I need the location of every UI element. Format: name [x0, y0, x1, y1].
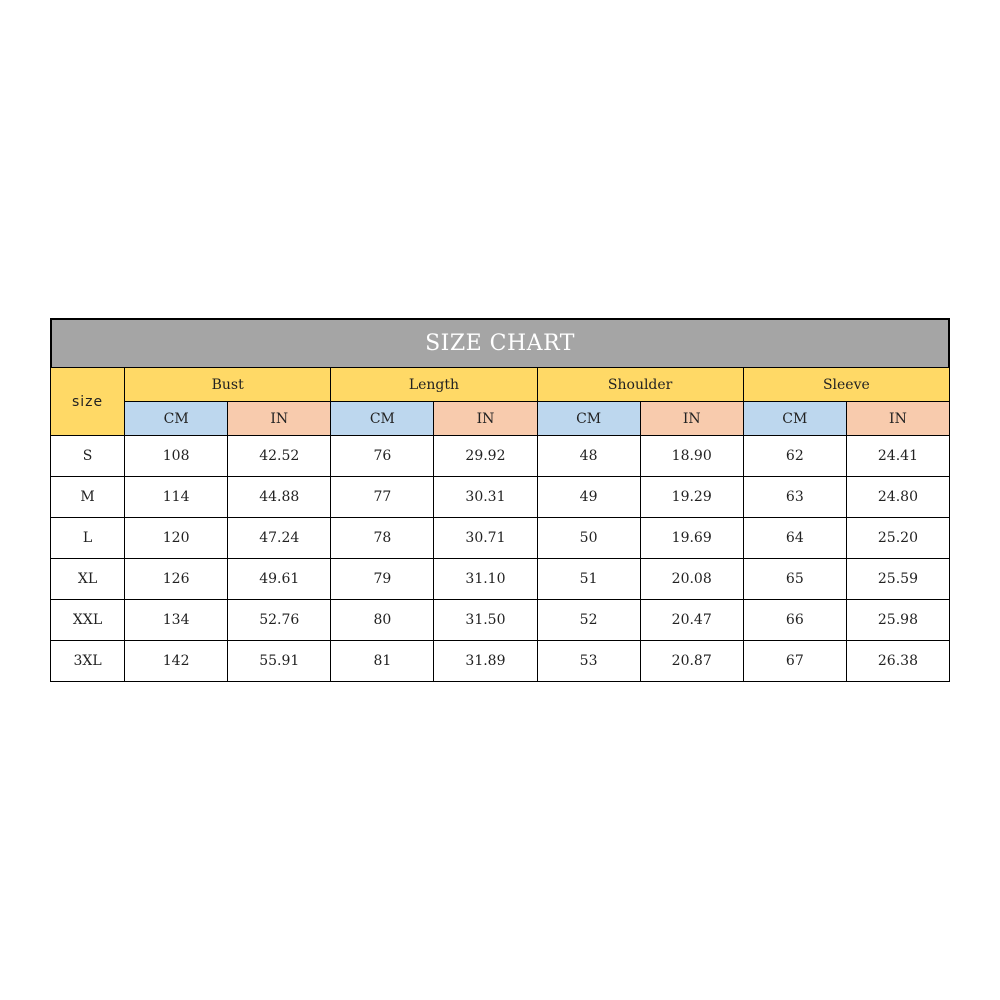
- value-cell: 30.71: [434, 518, 537, 559]
- size-cell: 3XL: [51, 641, 125, 682]
- value-cell: 126: [125, 559, 228, 600]
- unit-header-cm: CM: [743, 402, 846, 436]
- value-cell: 66: [743, 600, 846, 641]
- value-cell: 25.98: [846, 600, 949, 641]
- value-cell: 31.89: [434, 641, 537, 682]
- value-cell: 44.88: [228, 477, 331, 518]
- value-cell: 64: [743, 518, 846, 559]
- unit-header-cm: CM: [331, 402, 434, 436]
- value-cell: 81: [331, 641, 434, 682]
- group-header-shoulder: Shoulder: [537, 368, 743, 402]
- unit-header-in: IN: [434, 402, 537, 436]
- value-cell: 30.31: [434, 477, 537, 518]
- group-header-sleeve: Sleeve: [743, 368, 949, 402]
- table-row: [51, 641, 950, 682]
- value-cell: 114: [125, 477, 228, 518]
- chart-title: SIZE CHART: [50, 318, 950, 367]
- value-cell: 18.90: [640, 436, 743, 477]
- value-cell: 31.10: [434, 559, 537, 600]
- table-row: [51, 436, 950, 477]
- size-cell: XL: [51, 559, 125, 600]
- value-cell: 77: [331, 477, 434, 518]
- value-cell: 108: [125, 436, 228, 477]
- table-row: [51, 559, 950, 600]
- unit-header-cm: CM: [125, 402, 228, 436]
- value-cell: 47.24: [228, 518, 331, 559]
- value-cell: 20.47: [640, 600, 743, 641]
- value-cell: 79: [331, 559, 434, 600]
- unit-header-in: IN: [228, 402, 331, 436]
- value-cell: 134: [125, 600, 228, 641]
- table-row: [51, 600, 950, 641]
- value-cell: 25.20: [846, 518, 949, 559]
- size-cell: M: [51, 477, 125, 518]
- value-cell: 26.38: [846, 641, 949, 682]
- value-cell: 29.92: [434, 436, 537, 477]
- unit-header-cm: CM: [537, 402, 640, 436]
- value-cell: 49.61: [228, 559, 331, 600]
- table-row: [51, 477, 950, 518]
- value-cell: 24.41: [846, 436, 949, 477]
- value-cell: 49: [537, 477, 640, 518]
- group-header-bust: Bust: [125, 368, 331, 402]
- value-cell: 31.50: [434, 600, 537, 641]
- value-cell: 48: [537, 436, 640, 477]
- unit-header-row: [51, 402, 950, 436]
- value-cell: 19.69: [640, 518, 743, 559]
- group-header-length: Length: [331, 368, 537, 402]
- unit-header-in: IN: [640, 402, 743, 436]
- size-table: [50, 367, 950, 682]
- value-cell: 42.52: [228, 436, 331, 477]
- table-row: [51, 518, 950, 559]
- value-cell: 20.08: [640, 559, 743, 600]
- value-cell: 51: [537, 559, 640, 600]
- size-chart: [50, 318, 950, 682]
- unit-header-in: IN: [846, 402, 949, 436]
- value-cell: 20.87: [640, 641, 743, 682]
- value-cell: 55.91: [228, 641, 331, 682]
- value-cell: 24.80: [846, 477, 949, 518]
- value-cell: 65: [743, 559, 846, 600]
- value-cell: 25.59: [846, 559, 949, 600]
- value-cell: 63: [743, 477, 846, 518]
- value-cell: 67: [743, 641, 846, 682]
- group-header-row: [51, 368, 950, 402]
- value-cell: 50: [537, 518, 640, 559]
- value-cell: 53: [537, 641, 640, 682]
- size-cell: S: [51, 436, 125, 477]
- value-cell: 120: [125, 518, 228, 559]
- size-cell: XXL: [51, 600, 125, 641]
- value-cell: 76: [331, 436, 434, 477]
- value-cell: 52: [537, 600, 640, 641]
- size-cell: L: [51, 518, 125, 559]
- value-cell: 78: [331, 518, 434, 559]
- value-cell: 80: [331, 600, 434, 641]
- value-cell: 52.76: [228, 600, 331, 641]
- value-cell: 19.29: [640, 477, 743, 518]
- value-cell: 62: [743, 436, 846, 477]
- size-column-header: size: [51, 368, 125, 436]
- value-cell: 142: [125, 641, 228, 682]
